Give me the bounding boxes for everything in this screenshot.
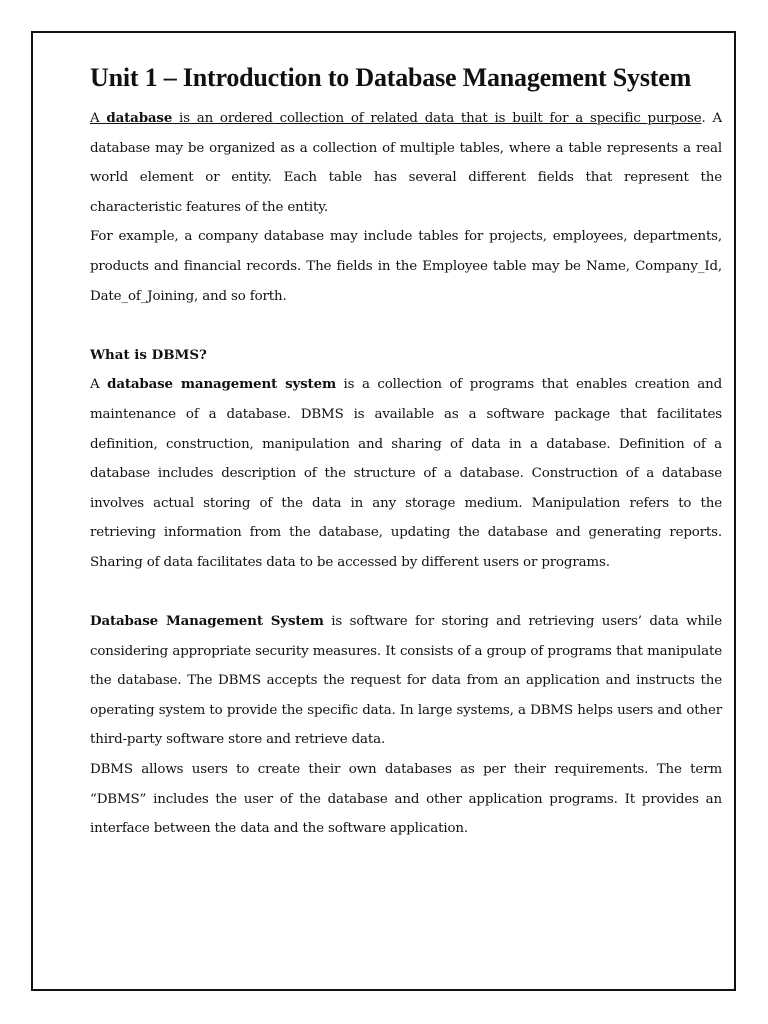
intro-underlined-text: is an ordered collection of related data that is built for a specific purpose bbox=[172, 111, 702, 126]
database-definition-underlined bbox=[90, 111, 702, 126]
intro-paragraph bbox=[90, 104, 722, 222]
dbms-text: is a collection of programs that enables creation and maintenance of a database. DBMS is available as a software package that facilitates definition, construction, manipulation and sharing of data in a database. Definition of a database includes description of the structure of a database. Construction of a database involves actual storing of the data in any storage medium. Manipulation refers to the retrieving information from the database, updating the database and generating reports. Sharing of data facilitates data to be accessed by different users or programs. bbox=[90, 377, 722, 570]
spacer bbox=[90, 311, 722, 341]
dbms-prefix: A bbox=[90, 377, 108, 393]
intro-prefix: A bbox=[90, 111, 107, 126]
document-body bbox=[90, 60, 722, 844]
dbms-definition-text: is software for storing and retrieving users’ data while considering appropriate security measures. It consists of a group of programs that manipulate the database. The DBMS accepts the request for data from an application and instructs the operating system to provide the specific data. In large systems, a DBMS helps users and other third-party software store and retrieve data. bbox=[90, 614, 722, 748]
what-is-dbms-paragraph bbox=[90, 370, 722, 577]
example-paragraph: For example, a company database may include tables for projects, employees, departments, products and financial records. The fields in the Employee table may be Name, Company_Id, Date_of_Joining, and so forth. bbox=[90, 229, 722, 304]
intro-rest-text: . A database may be organized as a collection of multiple tables, where a table represents a real world element or entity. Each table has several different fields that represent the characteristic features of the entity. bbox=[90, 111, 722, 215]
what-is-dbms-heading: What is DBMS? bbox=[90, 346, 207, 363]
dbms-term: database management system bbox=[107, 376, 336, 393]
dbms-allows-paragraph: DBMS allows users to create their own databases as per their requirements. The term “DBMS” includes the user of the database and other application programs. It provides an interface between the data and the software application. bbox=[90, 762, 722, 837]
database-term: database bbox=[106, 110, 173, 126]
page-title: Unit 1 – Introduction to Database Management System bbox=[90, 63, 692, 92]
dbms-definition-term: Database Management System bbox=[90, 613, 324, 630]
dbms-definition-paragraph bbox=[90, 607, 722, 755]
spacer bbox=[90, 578, 722, 608]
